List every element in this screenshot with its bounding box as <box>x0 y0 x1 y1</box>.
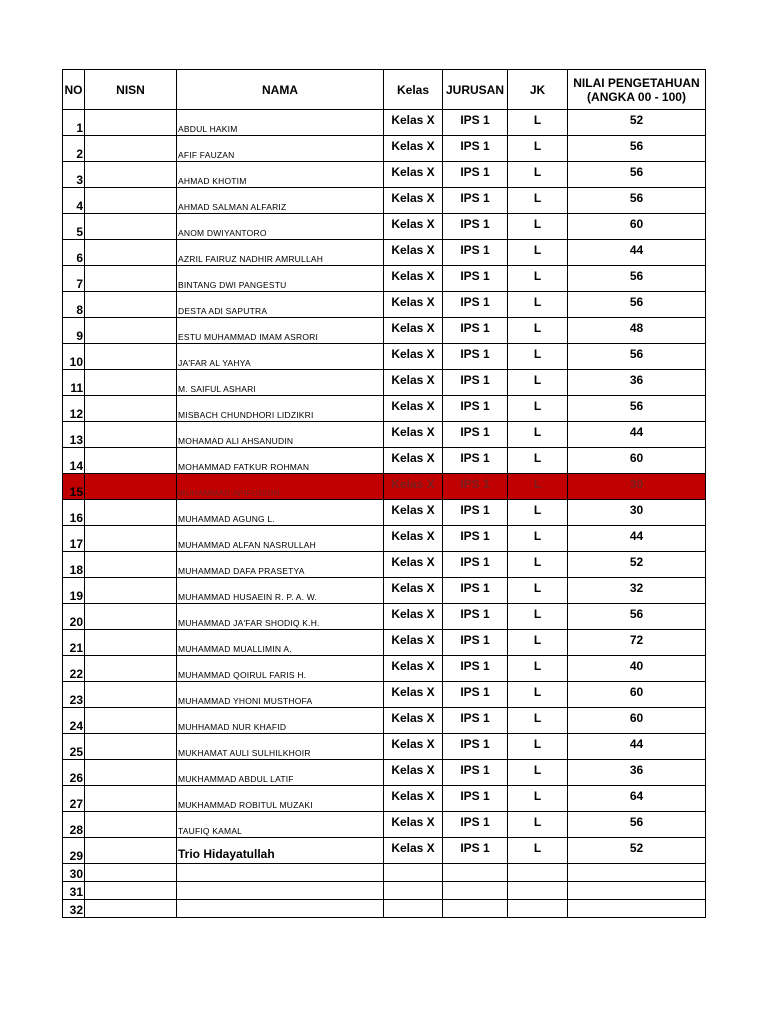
table-row[interactable] <box>63 760 706 786</box>
header-nilai <box>568 70 706 110</box>
row-number-cell[interactable]: 10 <box>63 344 85 370</box>
table-row[interactable] <box>63 136 706 162</box>
row-number-cell[interactable]: 8 <box>63 292 85 318</box>
nisn-cell[interactable] <box>85 812 177 838</box>
header-row <box>63 70 706 110</box>
jk-cell[interactable]: L <box>508 370 568 396</box>
nisn-cell[interactable] <box>85 318 177 344</box>
nilai-cell[interactable]: 72 <box>568 630 706 656</box>
jk-cell[interactable]: L <box>508 422 568 448</box>
kelas-cell[interactable]: Kelas X <box>384 240 443 266</box>
jurusan-cell[interactable]: IPS 1 <box>443 578 508 604</box>
table-row[interactable] <box>63 422 706 448</box>
table-row[interactable] <box>63 656 706 682</box>
student-name-cell[interactable]: JA'FAR AL YAHYA <box>177 344 384 370</box>
jk-cell[interactable]: L <box>508 344 568 370</box>
header-nilai-line1: NILAI PENGETAHUAN <box>573 75 700 90</box>
jurusan-cell[interactable]: IPS 1 <box>443 370 508 396</box>
table-row[interactable] <box>63 526 706 552</box>
nisn-cell[interactable] <box>85 240 177 266</box>
nisn-cell[interactable] <box>85 396 177 422</box>
kelas-cell[interactable]: Kelas X <box>384 838 443 864</box>
table-row[interactable] <box>63 708 706 734</box>
student-name-cell[interactable]: Trio Hidayatullah <box>177 838 384 864</box>
student-name-cell[interactable]: AFIF FAUZAN <box>177 136 384 162</box>
table-row[interactable] <box>63 344 706 370</box>
nilai-cell[interactable]: 56 <box>568 266 706 292</box>
empty-cell[interactable] <box>177 882 384 900</box>
jk-cell[interactable]: L <box>508 682 568 708</box>
row-number-cell[interactable]: 32 <box>63 900 85 918</box>
nisn-cell[interactable] <box>85 292 177 318</box>
kelas-cell[interactable]: Kelas X <box>384 266 443 292</box>
empty-cell[interactable] <box>508 864 568 882</box>
student-name-cell[interactable]: BINTANG DWI PANGESTU <box>177 266 384 292</box>
nisn-cell[interactable] <box>85 214 177 240</box>
empty-table-row[interactable] <box>63 864 706 882</box>
jurusan-cell[interactable]: IPS 1 <box>443 760 508 786</box>
table-row[interactable] <box>63 604 706 630</box>
nisn-cell[interactable] <box>85 422 177 448</box>
nilai-cell[interactable]: 60 <box>568 682 706 708</box>
nisn-cell[interactable] <box>85 604 177 630</box>
kelas-cell[interactable]: Kelas X <box>384 214 443 240</box>
student-name-cell[interactable]: MOHAMMAD FATKUR ROHMAN <box>177 448 384 474</box>
jurusan-cell[interactable]: IPS 1 <box>443 500 508 526</box>
nisn-cell[interactable] <box>85 630 177 656</box>
student-name-cell[interactable]: ABDUL HAKIM <box>177 110 384 136</box>
jk-cell[interactable]: L <box>508 266 568 292</box>
kelas-cell[interactable]: Kelas X <box>384 760 443 786</box>
nilai-cell[interactable]: 64 <box>568 786 706 812</box>
jk-cell[interactable]: L <box>508 786 568 812</box>
kelas-cell[interactable]: Kelas X <box>384 474 443 500</box>
jurusan-cell[interactable]: IPS 1 <box>443 110 508 136</box>
jurusan-cell[interactable]: IPS 1 <box>443 214 508 240</box>
nilai-cell[interactable]: 30 <box>568 474 706 500</box>
table-row[interactable] <box>63 838 706 864</box>
nilai-cell[interactable]: 44 <box>568 526 706 552</box>
student-name-cell[interactable]: DESTA ADI SAPUTRA <box>177 292 384 318</box>
jurusan-cell[interactable]: IPS 1 <box>443 422 508 448</box>
table-row[interactable] <box>63 448 706 474</box>
kelas-cell[interactable]: Kelas X <box>384 292 443 318</box>
jk-cell[interactable]: L <box>508 838 568 864</box>
row-number-cell[interactable]: 21 <box>63 630 85 656</box>
table-row[interactable] <box>63 786 706 812</box>
student-name-cell[interactable]: MOHAMAD ALI AHSANUDIN <box>177 422 384 448</box>
row-number-cell[interactable]: 31 <box>63 882 85 900</box>
jk-cell[interactable]: L <box>508 292 568 318</box>
kelas-cell[interactable]: Kelas X <box>384 630 443 656</box>
jurusan-cell[interactable]: IPS 1 <box>443 448 508 474</box>
jurusan-cell[interactable]: IPS 1 <box>443 162 508 188</box>
row-number-cell[interactable]: 2 <box>63 136 85 162</box>
row-number-cell[interactable]: 20 <box>63 604 85 630</box>
jurusan-cell[interactable]: IPS 1 <box>443 682 508 708</box>
nisn-cell[interactable] <box>85 500 177 526</box>
kelas-cell[interactable]: Kelas X <box>384 552 443 578</box>
empty-cell[interactable] <box>443 882 508 900</box>
empty-cell[interactable] <box>508 900 568 918</box>
nisn-cell[interactable] <box>85 708 177 734</box>
kelas-cell[interactable]: Kelas X <box>384 344 443 370</box>
nisn-cell[interactable] <box>85 266 177 292</box>
header-kelas: Kelas <box>384 70 443 110</box>
kelas-cell[interactable]: Kelas X <box>384 682 443 708</box>
jurusan-cell[interactable]: IPS 1 <box>443 656 508 682</box>
nisn-cell[interactable] <box>85 682 177 708</box>
jk-cell[interactable]: L <box>508 526 568 552</box>
kelas-cell[interactable]: Kelas X <box>384 188 443 214</box>
table-row[interactable] <box>63 812 706 838</box>
jurusan-cell[interactable]: IPS 1 <box>443 838 508 864</box>
nilai-cell[interactable]: 56 <box>568 292 706 318</box>
jurusan-cell[interactable]: IPS 1 <box>443 344 508 370</box>
jk-cell[interactable]: L <box>508 578 568 604</box>
jurusan-cell[interactable]: IPS 1 <box>443 266 508 292</box>
kelas-cell[interactable]: Kelas X <box>384 812 443 838</box>
table-row[interactable] <box>63 578 706 604</box>
kelas-cell[interactable]: Kelas X <box>384 734 443 760</box>
student-name-cell[interactable]: ANOM DWIYANTORO <box>177 214 384 240</box>
kelas-cell[interactable]: Kelas X <box>384 448 443 474</box>
nilai-cell[interactable]: 36 <box>568 760 706 786</box>
nisn-cell[interactable] <box>85 526 177 552</box>
nisn-cell[interactable] <box>85 162 177 188</box>
jk-cell[interactable]: L <box>508 396 568 422</box>
jurusan-cell[interactable]: IPS 1 <box>443 630 508 656</box>
nilai-cell[interactable]: 60 <box>568 708 706 734</box>
row-number-cell[interactable]: 17 <box>63 526 85 552</box>
nisn-cell[interactable] <box>85 474 177 500</box>
nisn-cell[interactable] <box>85 760 177 786</box>
nilai-cell[interactable]: 32 <box>568 578 706 604</box>
table-row[interactable] <box>63 266 706 292</box>
jk-cell[interactable]: L <box>508 474 568 500</box>
jurusan-cell[interactable]: IPS 1 <box>443 188 508 214</box>
jurusan-cell[interactable]: IPS 1 <box>443 318 508 344</box>
kelas-cell[interactable]: Kelas X <box>384 162 443 188</box>
nilai-cell[interactable]: 36 <box>568 370 706 396</box>
header-nisn: NISN <box>85 70 177 110</box>
kelas-cell[interactable]: Kelas X <box>384 526 443 552</box>
student-name-cell[interactable]: MUHAMMAD YHONI MUSTHOFA <box>177 682 384 708</box>
jurusan-cell[interactable]: IPS 1 <box>443 474 508 500</box>
header-no: NO <box>63 70 85 110</box>
empty-cell[interactable] <box>443 900 508 918</box>
empty-cell[interactable] <box>177 864 384 882</box>
nisn-cell[interactable] <box>85 734 177 760</box>
student-name-cell[interactable]: MUHHAMAD NUR KHAFID <box>177 708 384 734</box>
nilai-cell[interactable]: 30 <box>568 500 706 526</box>
jk-cell[interactable]: L <box>508 760 568 786</box>
empty-cell[interactable] <box>384 900 443 918</box>
row-number-cell[interactable]: 23 <box>63 682 85 708</box>
kelas-cell[interactable]: Kelas X <box>384 604 443 630</box>
jk-cell[interactable]: L <box>508 734 568 760</box>
kelas-cell[interactable]: Kelas X <box>384 578 443 604</box>
row-number-cell[interactable]: 13 <box>63 422 85 448</box>
header-nilai-line2: (ANGKA 00 - 100) <box>587 89 686 104</box>
student-grades-table <box>62 69 706 918</box>
table-row[interactable] <box>63 110 706 136</box>
student-name-cell[interactable]: AHMAD SALMAN ALFARIZ <box>177 188 384 214</box>
table-row[interactable] <box>63 630 706 656</box>
row-number-cell[interactable]: 6 <box>63 240 85 266</box>
jk-cell[interactable]: L <box>508 708 568 734</box>
jk-cell[interactable]: L <box>508 552 568 578</box>
student-name-cell[interactable]: ESTU MUHAMMAD IMAM ASRORI <box>177 318 384 344</box>
nisn-cell[interactable] <box>85 370 177 396</box>
empty-cell[interactable] <box>177 900 384 918</box>
empty-cell[interactable] <box>443 864 508 882</box>
row-number-cell[interactable]: 29 <box>63 838 85 864</box>
table-row-highlighted[interactable] <box>63 474 706 500</box>
row-number-cell[interactable]: 1 <box>63 110 85 136</box>
row-number-cell[interactable]: 18 <box>63 552 85 578</box>
table-row[interactable] <box>63 370 706 396</box>
nisn-cell[interactable] <box>85 448 177 474</box>
table-row[interactable] <box>63 396 706 422</box>
kelas-cell[interactable]: Kelas X <box>384 318 443 344</box>
student-name-cell[interactable]: MUHAMMAD HUSAEIN R. P. A. W. <box>177 578 384 604</box>
header-jk: JK <box>508 70 568 110</box>
nisn-cell[interactable] <box>85 110 177 136</box>
row-number-cell[interactable]: 7 <box>63 266 85 292</box>
row-number-cell[interactable]: 14 <box>63 448 85 474</box>
jurusan-cell[interactable]: IPS 1 <box>443 786 508 812</box>
kelas-cell[interactable]: Kelas X <box>384 500 443 526</box>
kelas-cell[interactable]: Kelas X <box>384 396 443 422</box>
jurusan-cell[interactable]: IPS 1 <box>443 708 508 734</box>
table-row[interactable] <box>63 552 706 578</box>
row-number-cell[interactable]: 15 <box>63 474 85 500</box>
nisn-cell[interactable] <box>85 838 177 864</box>
student-name-cell[interactable]: MUHAMMAD MUALLIMIN A. <box>177 630 384 656</box>
jk-cell[interactable]: L <box>508 240 568 266</box>
table-body <box>63 110 706 918</box>
nilai-cell[interactable]: 40 <box>568 656 706 682</box>
nisn-cell[interactable] <box>85 552 177 578</box>
nisn-cell[interactable] <box>85 344 177 370</box>
student-name-cell[interactable]: MUHAMMAD QOIRUL FARIS H. <box>177 656 384 682</box>
table-row[interactable] <box>63 318 706 344</box>
row-number-cell[interactable]: 4 <box>63 188 85 214</box>
student-name-cell[interactable]: MUHAMMAD DAFA PRASETYA <box>177 552 384 578</box>
nilai-cell[interactable]: 44 <box>568 422 706 448</box>
jurusan-cell[interactable]: IPS 1 <box>443 292 508 318</box>
row-number-cell[interactable]: 12 <box>63 396 85 422</box>
jk-cell[interactable]: L <box>508 604 568 630</box>
kelas-cell[interactable]: Kelas X <box>384 708 443 734</box>
table-row[interactable] <box>63 214 706 240</box>
jk-cell[interactable]: L <box>508 162 568 188</box>
empty-cell[interactable] <box>85 900 177 918</box>
student-name-cell[interactable]: MUHAMMAD AGUNG L. <box>177 500 384 526</box>
empty-cell[interactable] <box>85 882 177 900</box>
kelas-cell[interactable]: Kelas X <box>384 370 443 396</box>
student-name-cell[interactable]: AHMAD KHOTIM <box>177 162 384 188</box>
row-number-cell[interactable]: 25 <box>63 734 85 760</box>
student-name-cell[interactable]: MUHAMMAD AFIFUDDIN <box>177 474 384 500</box>
jk-cell[interactable]: L <box>508 136 568 162</box>
jurusan-cell[interactable]: IPS 1 <box>443 136 508 162</box>
nilai-cell[interactable]: 44 <box>568 734 706 760</box>
row-number-cell[interactable]: 19 <box>63 578 85 604</box>
nilai-cell[interactable]: 56 <box>568 396 706 422</box>
row-number-cell[interactable]: 26 <box>63 760 85 786</box>
student-name-cell[interactable]: TAUFIQ KAMAL <box>177 812 384 838</box>
empty-table-row[interactable] <box>63 900 706 918</box>
jurusan-cell[interactable]: IPS 1 <box>443 396 508 422</box>
empty-cell[interactable] <box>85 864 177 882</box>
nilai-cell[interactable]: 56 <box>568 188 706 214</box>
row-number-cell[interactable]: 3 <box>63 162 85 188</box>
nilai-cell[interactable]: 60 <box>568 214 706 240</box>
kelas-cell[interactable]: Kelas X <box>384 136 443 162</box>
table-row[interactable] <box>63 240 706 266</box>
row-number-cell[interactable]: 24 <box>63 708 85 734</box>
table-row[interactable] <box>63 162 706 188</box>
row-number-cell[interactable]: 5 <box>63 214 85 240</box>
jurusan-cell[interactable]: IPS 1 <box>443 812 508 838</box>
row-number-cell[interactable]: 9 <box>63 318 85 344</box>
nilai-cell[interactable]: 52 <box>568 110 706 136</box>
nilai-cell[interactable]: 56 <box>568 812 706 838</box>
student-name-cell[interactable]: MUKHAMMAD ROBITUL MUZAKI <box>177 786 384 812</box>
header-jurusan: JURUSAN <box>443 70 508 110</box>
kelas-cell[interactable]: Kelas X <box>384 110 443 136</box>
nisn-cell[interactable] <box>85 656 177 682</box>
nilai-cell[interactable]: 48 <box>568 318 706 344</box>
jk-cell[interactable]: L <box>508 448 568 474</box>
row-number-cell[interactable]: 16 <box>63 500 85 526</box>
empty-table-row[interactable] <box>63 882 706 900</box>
nilai-cell[interactable]: 56 <box>568 162 706 188</box>
row-number-cell[interactable]: 11 <box>63 370 85 396</box>
header-nama: NAMA <box>177 70 384 110</box>
row-number-cell[interactable]: 28 <box>63 812 85 838</box>
jk-cell[interactable]: L <box>508 656 568 682</box>
student-name-cell[interactable]: AZRIL FAIRUZ NADHIR AMRULLAH <box>177 240 384 266</box>
table-row[interactable] <box>63 682 706 708</box>
student-name-cell[interactable]: MUKHAMMAD ABDUL LATIF <box>177 760 384 786</box>
kelas-cell[interactable]: Kelas X <box>384 656 443 682</box>
empty-cell[interactable] <box>384 882 443 900</box>
jk-cell[interactable]: L <box>508 630 568 656</box>
student-name-cell[interactable]: M. SAIFUL ASHARI <box>177 370 384 396</box>
jk-cell[interactable]: L <box>508 214 568 240</box>
nisn-cell[interactable] <box>85 578 177 604</box>
nilai-cell[interactable]: 56 <box>568 604 706 630</box>
nisn-cell[interactable] <box>85 188 177 214</box>
nilai-cell[interactable]: 44 <box>568 240 706 266</box>
empty-cell[interactable] <box>384 864 443 882</box>
nilai-cell[interactable]: 56 <box>568 136 706 162</box>
jk-cell[interactable]: L <box>508 812 568 838</box>
student-name-cell[interactable]: MISBACH CHUNDHORI LIDZIKRI <box>177 396 384 422</box>
jurusan-cell[interactable]: IPS 1 <box>443 604 508 630</box>
empty-cell[interactable] <box>508 882 568 900</box>
nisn-cell[interactable] <box>85 786 177 812</box>
empty-cell[interactable] <box>568 864 706 882</box>
jurusan-cell[interactable]: IPS 1 <box>443 552 508 578</box>
nilai-cell[interactable]: 52 <box>568 552 706 578</box>
jk-cell[interactable]: L <box>508 188 568 214</box>
nilai-cell[interactable]: 56 <box>568 344 706 370</box>
jurusan-cell[interactable]: IPS 1 <box>443 240 508 266</box>
row-number-cell[interactable]: 22 <box>63 656 85 682</box>
nilai-cell[interactable]: 60 <box>568 448 706 474</box>
kelas-cell[interactable]: Kelas X <box>384 786 443 812</box>
table-row[interactable] <box>63 734 706 760</box>
table-row[interactable] <box>63 500 706 526</box>
jk-cell[interactable]: L <box>508 500 568 526</box>
jurusan-cell[interactable]: IPS 1 <box>443 526 508 552</box>
nisn-cell[interactable] <box>85 136 177 162</box>
table-row[interactable] <box>63 188 706 214</box>
row-number-cell[interactable]: 27 <box>63 786 85 812</box>
student-name-cell[interactable]: MUHAMMAD JA'FAR SHODIQ K.H. <box>177 604 384 630</box>
table-row[interactable] <box>63 292 706 318</box>
student-name-cell[interactable]: MUKHAMAT AULI SULHILKHOIR <box>177 734 384 760</box>
student-name-cell[interactable]: MUHAMMAD ALFAN NASRULLAH <box>177 526 384 552</box>
jk-cell[interactable]: L <box>508 110 568 136</box>
jk-cell[interactable]: L <box>508 318 568 344</box>
empty-cell[interactable] <box>568 900 706 918</box>
kelas-cell[interactable]: Kelas X <box>384 422 443 448</box>
nilai-cell[interactable]: 52 <box>568 838 706 864</box>
jurusan-cell[interactable]: IPS 1 <box>443 734 508 760</box>
empty-cell[interactable] <box>568 882 706 900</box>
row-number-cell[interactable]: 30 <box>63 864 85 882</box>
